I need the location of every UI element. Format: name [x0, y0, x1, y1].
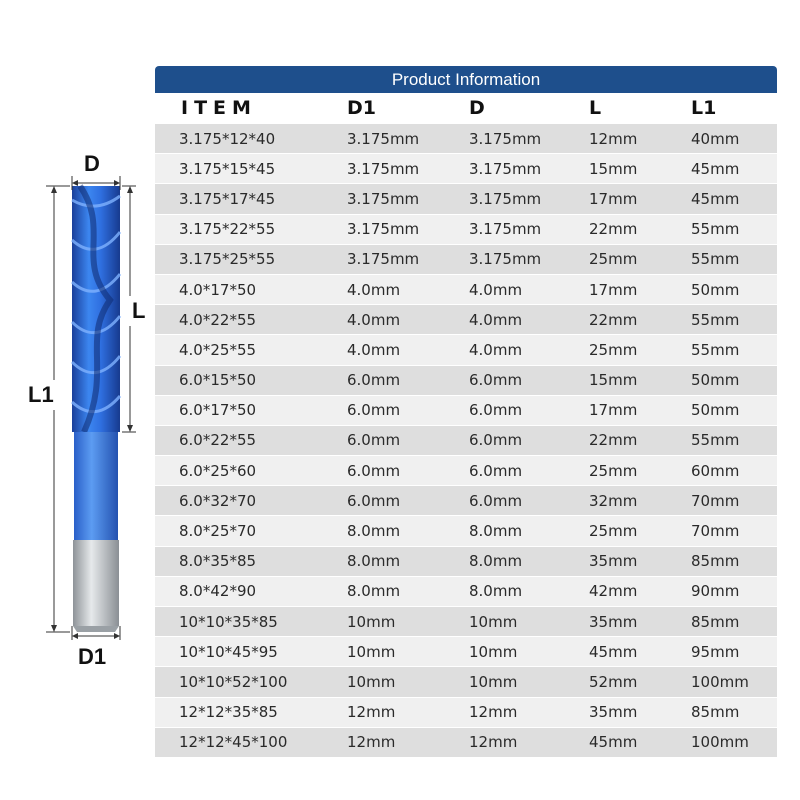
cell-l1: 45mm [669, 184, 777, 214]
cell-d1: 10mm [325, 667, 447, 697]
cell-l: 22mm [567, 305, 669, 335]
cell-item: 10*10*35*85 [155, 607, 325, 637]
table-body [155, 124, 777, 757]
cell-d1: 3.175mm [325, 154, 447, 184]
cell-d1: 6.0mm [325, 395, 447, 425]
cell-l1: 90mm [669, 576, 777, 606]
table-row [155, 456, 777, 486]
cell-l1: 55mm [669, 335, 777, 365]
cell-d: 3.175mm [447, 244, 567, 274]
cell-l: 17mm [567, 395, 669, 425]
cell-l1: 50mm [669, 365, 777, 395]
cell-l: 15mm [567, 365, 669, 395]
table-row [155, 244, 777, 274]
cell-d1: 6.0mm [325, 456, 447, 486]
cell-l: 45mm [567, 727, 669, 757]
cell-d: 6.0mm [447, 395, 567, 425]
cell-d: 6.0mm [447, 456, 567, 486]
column-header-l: L [567, 93, 669, 124]
cell-l: 25mm [567, 335, 669, 365]
cell-l: 35mm [567, 697, 669, 727]
cell-item: 6.0*25*60 [155, 456, 325, 486]
cell-d: 10mm [447, 607, 567, 637]
column-header-l1: L1 [669, 93, 777, 124]
cell-d1: 12mm [325, 727, 447, 757]
cell-item: 6.0*32*70 [155, 486, 325, 516]
dimension-label-l1: L1 [28, 382, 54, 407]
cell-item: 4.0*17*50 [155, 274, 325, 304]
column-header-item: ITEM [155, 93, 325, 124]
table-row [155, 124, 777, 154]
end-mill-bit-icon [0, 0, 150, 800]
dimension-label-d: D [84, 151, 100, 176]
cell-item: 12*12*35*85 [155, 697, 325, 727]
cell-d: 6.0mm [447, 425, 567, 455]
cell-l1: 55mm [669, 305, 777, 335]
cell-d1: 6.0mm [325, 486, 447, 516]
cell-item: 8.0*42*90 [155, 576, 325, 606]
cell-d1: 10mm [325, 607, 447, 637]
cell-item: 8.0*35*85 [155, 546, 325, 576]
cell-item: 6.0*15*50 [155, 365, 325, 395]
cell-l1: 70mm [669, 516, 777, 546]
cell-d1: 6.0mm [325, 425, 447, 455]
table-row [155, 395, 777, 425]
cell-l1: 55mm [669, 214, 777, 244]
cell-d: 12mm [447, 727, 567, 757]
table-row [155, 274, 777, 304]
cell-l1: 50mm [669, 395, 777, 425]
cell-l: 15mm [567, 154, 669, 184]
cell-d: 8.0mm [447, 516, 567, 546]
cell-l1: 95mm [669, 637, 777, 667]
cell-d1: 12mm [325, 697, 447, 727]
cell-l1: 85mm [669, 607, 777, 637]
cell-d1: 4.0mm [325, 274, 447, 304]
cell-item: 8.0*25*70 [155, 516, 325, 546]
cell-l: 25mm [567, 244, 669, 274]
cell-d: 3.175mm [447, 214, 567, 244]
cell-l1: 50mm [669, 274, 777, 304]
cell-item: 4.0*25*55 [155, 335, 325, 365]
cell-l: 17mm [567, 274, 669, 304]
cell-d: 3.175mm [447, 154, 567, 184]
cell-d1: 4.0mm [325, 305, 447, 335]
cell-l: 35mm [567, 607, 669, 637]
table-row [155, 697, 777, 727]
table-row [155, 365, 777, 395]
table-title: Product Information [155, 66, 777, 93]
cell-l1: 85mm [669, 697, 777, 727]
table-row [155, 184, 777, 214]
table-row [155, 546, 777, 576]
cell-d1: 4.0mm [325, 335, 447, 365]
cell-item: 3.175*17*45 [155, 184, 325, 214]
cell-l: 25mm [567, 456, 669, 486]
cell-l1: 60mm [669, 456, 777, 486]
cell-d: 3.175mm [447, 124, 567, 154]
cell-l1: 55mm [669, 425, 777, 455]
cell-l: 25mm [567, 516, 669, 546]
cell-d1: 3.175mm [325, 184, 447, 214]
cell-l1: 45mm [669, 154, 777, 184]
cell-l1: 100mm [669, 667, 777, 697]
cell-item: 3.175*15*45 [155, 154, 325, 184]
cell-item: 6.0*17*50 [155, 395, 325, 425]
cell-d: 6.0mm [447, 486, 567, 516]
cell-l: 32mm [567, 486, 669, 516]
table-row [155, 576, 777, 606]
table-row [155, 607, 777, 637]
cell-d1: 3.175mm [325, 244, 447, 274]
table-row [155, 305, 777, 335]
cell-l: 22mm [567, 214, 669, 244]
cell-d: 8.0mm [447, 546, 567, 576]
cell-l: 52mm [567, 667, 669, 697]
cell-l: 35mm [567, 546, 669, 576]
table-row [155, 154, 777, 184]
table-row [155, 727, 777, 757]
column-header-d1: D1 [325, 93, 447, 124]
cell-l1: 85mm [669, 546, 777, 576]
cell-item: 4.0*22*55 [155, 305, 325, 335]
table-row [155, 667, 777, 697]
cell-l: 22mm [567, 425, 669, 455]
cell-d1: 8.0mm [325, 546, 447, 576]
table-row [155, 637, 777, 667]
cell-item: 10*10*52*100 [155, 667, 325, 697]
cell-d: 4.0mm [447, 305, 567, 335]
cell-d: 6.0mm [447, 365, 567, 395]
cell-d: 10mm [447, 667, 567, 697]
cell-l1: 70mm [669, 486, 777, 516]
header-row [155, 93, 777, 124]
cell-d1: 10mm [325, 637, 447, 667]
cell-d: 4.0mm [447, 274, 567, 304]
cell-d1: 8.0mm [325, 576, 447, 606]
table-row [155, 516, 777, 546]
cell-l1: 40mm [669, 124, 777, 154]
cell-d: 12mm [447, 697, 567, 727]
cell-l: 12mm [567, 124, 669, 154]
cell-item: 12*12*45*100 [155, 727, 325, 757]
cell-l1: 55mm [669, 244, 777, 274]
cell-item: 10*10*45*95 [155, 637, 325, 667]
spec-table [155, 93, 777, 757]
dimension-label-l: L [132, 298, 146, 323]
bit-diagram [0, 0, 150, 800]
cell-item: 3.175*12*40 [155, 124, 325, 154]
cell-d1: 8.0mm [325, 516, 447, 546]
table-row [155, 335, 777, 365]
table-row [155, 214, 777, 244]
cell-d: 8.0mm [447, 576, 567, 606]
cell-d1: 3.175mm [325, 124, 447, 154]
cell-item: 3.175*25*55 [155, 244, 325, 274]
cell-l1: 100mm [669, 727, 777, 757]
cell-l: 17mm [567, 184, 669, 214]
cell-d: 10mm [447, 637, 567, 667]
table-row [155, 486, 777, 516]
cell-l: 45mm [567, 637, 669, 667]
product-information-table [155, 66, 777, 757]
cell-d: 4.0mm [447, 335, 567, 365]
cell-d1: 3.175mm [325, 214, 447, 244]
cell-item: 6.0*22*55 [155, 425, 325, 455]
cell-d: 3.175mm [447, 184, 567, 214]
cell-item: 3.175*22*55 [155, 214, 325, 244]
cell-d1: 6.0mm [325, 365, 447, 395]
dimension-label-d1: D1 [78, 644, 107, 669]
table-row [155, 425, 777, 455]
cell-l: 42mm [567, 576, 669, 606]
column-header-d: D [447, 93, 567, 124]
